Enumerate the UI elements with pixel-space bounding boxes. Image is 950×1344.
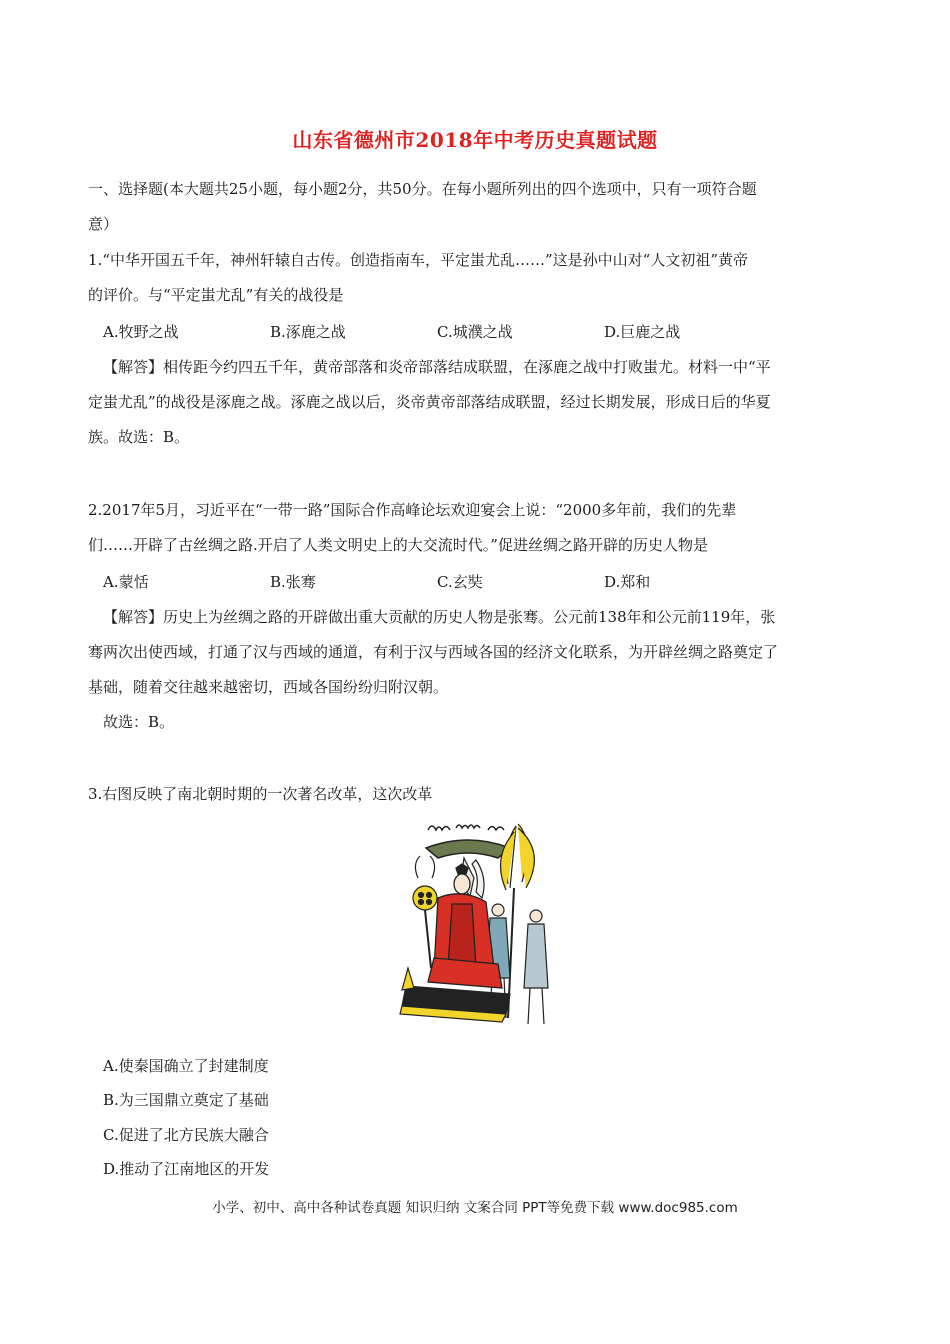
q3-option-a: A.使秦国确立了封建制度 xyxy=(103,1057,269,1075)
q1-answer-line-2: 定蚩尤乱”的战役是涿鹿之战。涿鹿之战以后，炎帝黄帝部落结成联盟，经过长期发展，形成日后的华夏 xyxy=(88,393,771,411)
q1-option-d: D.巨鹿之战 xyxy=(604,323,681,341)
q2-answer-line-4: 故选：B。 xyxy=(103,713,175,731)
question-2-options xyxy=(103,565,863,600)
q2-answer-line-2: 骞两次出使西域，打通了汉与西域的通道，有利于汉与西域各国的经济文化联系，为开辟丝绸之路奠定了 xyxy=(88,643,779,661)
question-2-answer xyxy=(103,600,866,635)
q3-option-d: D.推动了江南地区的开发 xyxy=(103,1160,270,1178)
question-2-stem xyxy=(88,493,866,563)
page-footer: 小学、初中、高中各种试卷真题 知识归纳 文案合同 PPT等免费下载 www.doc985.com xyxy=(212,1200,738,1216)
q3-stem-line: 3.右图反映了南北朝时期的一次著名改革，这次改革 xyxy=(88,785,433,803)
q2-stem-line-1: 2.2017年5月，习近平在“一带一路”国际合作高峰论坛欢迎宴会上说：“2000多年前，我们的先辈 xyxy=(88,501,737,519)
q2-answer-line-1: 【解答】历史上为丝绸之路的开辟做出重大贡献的历史人物是张骞。公元前138年和公元前119年，张 xyxy=(103,608,776,626)
question-2-answer-choice xyxy=(103,705,881,740)
q1-stem-line-2: 的评价。与“平定蚩尤乱”有关的战役是 xyxy=(88,286,344,304)
q2-stem-line-2: 们……开辟了古丝绸之路.开启了人类文明史上的大交流时代。”促进丝绸之路开辟的历史人物是 xyxy=(88,536,708,554)
emperor-procession-illustration xyxy=(398,818,568,1034)
q2-answer-line-3: 基础，随着交往越来越密切，西域各国纷纷归附汉朝。 xyxy=(88,678,449,696)
question-1-stem xyxy=(88,243,866,313)
section-line-1: 一、选择题(本大题共25小题，每小题2分，共50分。在每小题所列出的四个选项中，只有一项符合题 xyxy=(88,180,757,198)
question-2-answer-cont xyxy=(88,635,866,705)
q3-option-b: B.为三国鼎立奠定了基础 xyxy=(103,1091,269,1109)
q2-option-b: B.张骞 xyxy=(270,573,316,591)
q2-option-c: C.玄奘 xyxy=(437,573,483,591)
question-3-stem xyxy=(88,777,866,812)
question-1-answer xyxy=(103,350,866,385)
q1-answer-line-3: 族。故选：B。 xyxy=(88,428,190,446)
q1-answer-line-1: 【解答】相传距今约四五千年，黄帝部落和炎帝部落结成联盟，在涿鹿之战中打败蚩尤。材料一中“平 xyxy=(103,358,771,376)
q2-option-d: D.郑和 xyxy=(604,573,651,591)
question-1-answer-cont xyxy=(88,385,866,455)
section-instructions xyxy=(88,172,866,242)
page-title: 山东省德州市2018年中考历史真题试题 xyxy=(292,128,658,152)
q1-option-b: B.涿鹿之战 xyxy=(270,323,346,341)
q2-option-a: A.蒙恬 xyxy=(103,573,149,591)
q1-option-c: C.城濮之战 xyxy=(437,323,513,341)
q3-option-c: C.促进了北方民族大融合 xyxy=(103,1126,269,1144)
q1-option-a: A.牧野之战 xyxy=(103,323,179,341)
section-line-2: 意） xyxy=(88,215,119,233)
question-1-options xyxy=(103,315,863,350)
q1-stem-line-1: 1.“中华开国五千年，神州轩辕自古传。创造指南车，平定蚩尤乱……”这是孙中山对“人文初祖”黄帝 xyxy=(88,251,748,269)
